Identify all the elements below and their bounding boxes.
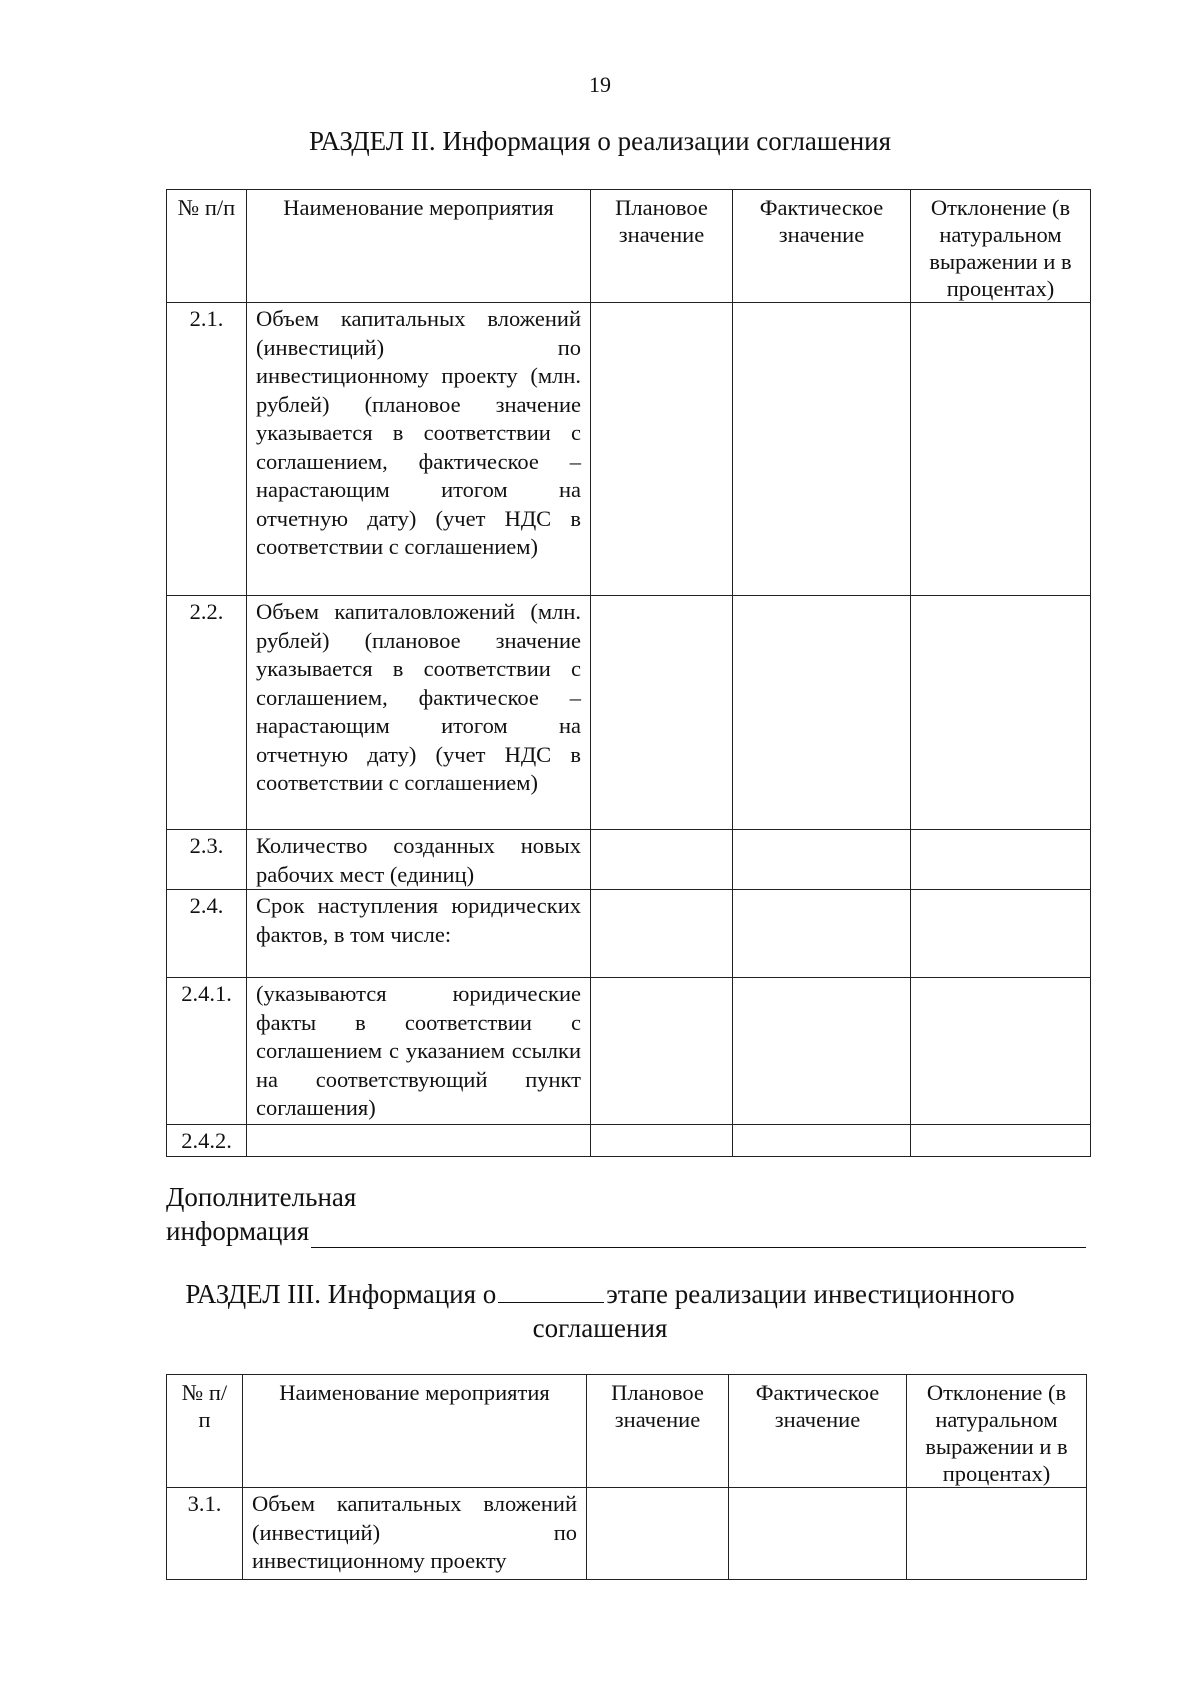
section-2-table (166, 189, 1091, 1157)
plan-value-cell (591, 1125, 733, 1157)
row-number: 2.1. (167, 303, 247, 596)
table-row (167, 1488, 1087, 1580)
table-row (167, 890, 1091, 978)
additional-info-fill-line[interactable] (311, 1219, 1086, 1248)
table-header-row (167, 1375, 1087, 1488)
table-row (167, 830, 1091, 890)
row-number: 2.4.2. (167, 1125, 247, 1157)
table-row (167, 1125, 1091, 1157)
header-plan: Плановое значение (587, 1375, 729, 1488)
fact-value-cell (733, 1125, 911, 1157)
row-number: 2.4. (167, 890, 247, 978)
page-number: 19 (589, 72, 611, 97)
row-activity-name: Объем капиталовложений (млн. рублей) (плановое значение указывается в соответствии с соглашением, фактическое – нарастающим итогом на отчетную дату) (учет НДС в соответствии с соглашением) (247, 596, 591, 830)
row-activity-name: Количество созданных новых рабочих мест (единиц) (247, 830, 591, 890)
plan-value-cell (591, 303, 733, 596)
deviation-cell (911, 890, 1091, 978)
deviation-cell (911, 978, 1091, 1125)
additional-info-label-1: Дополнительная (166, 1182, 357, 1212)
section-3-title-part2: этапе реализации инвестиционного (606, 1279, 1015, 1309)
deviation-cell (911, 303, 1091, 596)
fact-value-cell (729, 1488, 907, 1580)
additional-info (166, 1180, 1086, 1248)
table-header-row (167, 190, 1091, 303)
stage-blank-field[interactable] (498, 1276, 604, 1303)
row-number: 3.1. (167, 1488, 243, 1580)
header-fact: Фактическое значение (733, 190, 911, 303)
fact-value-cell (733, 596, 911, 830)
header-name: Наименование мероприятия (243, 1375, 587, 1488)
plan-value-cell (591, 830, 733, 890)
section-3-table (166, 1374, 1087, 1580)
header-plan: Плановое значение (591, 190, 733, 303)
additional-info-label-2: информация (166, 1216, 310, 1246)
plan-value-cell (587, 1488, 729, 1580)
deviation-cell (911, 1125, 1091, 1157)
table-row (167, 596, 1091, 830)
header-num: № п/п (167, 1375, 243, 1488)
fact-value-cell (733, 978, 911, 1125)
row-number: 2.2. (167, 596, 247, 830)
row-number: 2.4.1. (167, 978, 247, 1125)
deviation-cell (911, 596, 1091, 830)
row-activity-name: Срок наступления юридических фактов, в том числе: (247, 890, 591, 978)
row-activity-name (247, 1125, 591, 1157)
section-3-title-line2: соглашения (532, 1313, 668, 1343)
header-name: Наименование мероприятия (247, 190, 591, 303)
plan-value-cell (591, 596, 733, 830)
plan-value-cell (591, 978, 733, 1125)
table-row (167, 303, 1091, 596)
header-num: № п/п (167, 190, 247, 303)
section-2-title: РАЗДЕЛ II. Информация о реализации соглашения (308, 126, 892, 156)
deviation-cell (911, 830, 1091, 890)
header-deviation: Отклонение (в натуральном выражении и в процентах) (911, 190, 1091, 303)
row-activity-name: Объем капитальных вложений (инвестиций) по инвестиционному проекту (млн. рублей) (плановое значение указывается в соответствии с соглашением, фактическое – нарастающим итогом на отчетную дату) (учет НДС в соответствии с соглашением) (247, 303, 591, 596)
table-row (167, 978, 1091, 1125)
header-deviation: Отклонение (в натуральном выражении и в процентах) (907, 1375, 1087, 1488)
fact-value-cell (733, 890, 911, 978)
deviation-cell (907, 1488, 1087, 1580)
section-3-title-part1: РАЗДЕЛ III. Информация о (185, 1279, 497, 1309)
row-activity-name: Объем капитальных вложений (инвестиций) по инвестиционному проекту (243, 1488, 587, 1580)
fact-value-cell (733, 303, 911, 596)
fact-value-cell (733, 830, 911, 890)
plan-value-cell (591, 890, 733, 978)
row-activity-name: (указываются юридические факты в соответствии с соглашением с указанием ссылки на соответствующий пункт соглашения) (247, 978, 591, 1125)
section-3-title (0, 1276, 1200, 1345)
header-fact: Фактическое значение (729, 1375, 907, 1488)
row-number: 2.3. (167, 830, 247, 890)
